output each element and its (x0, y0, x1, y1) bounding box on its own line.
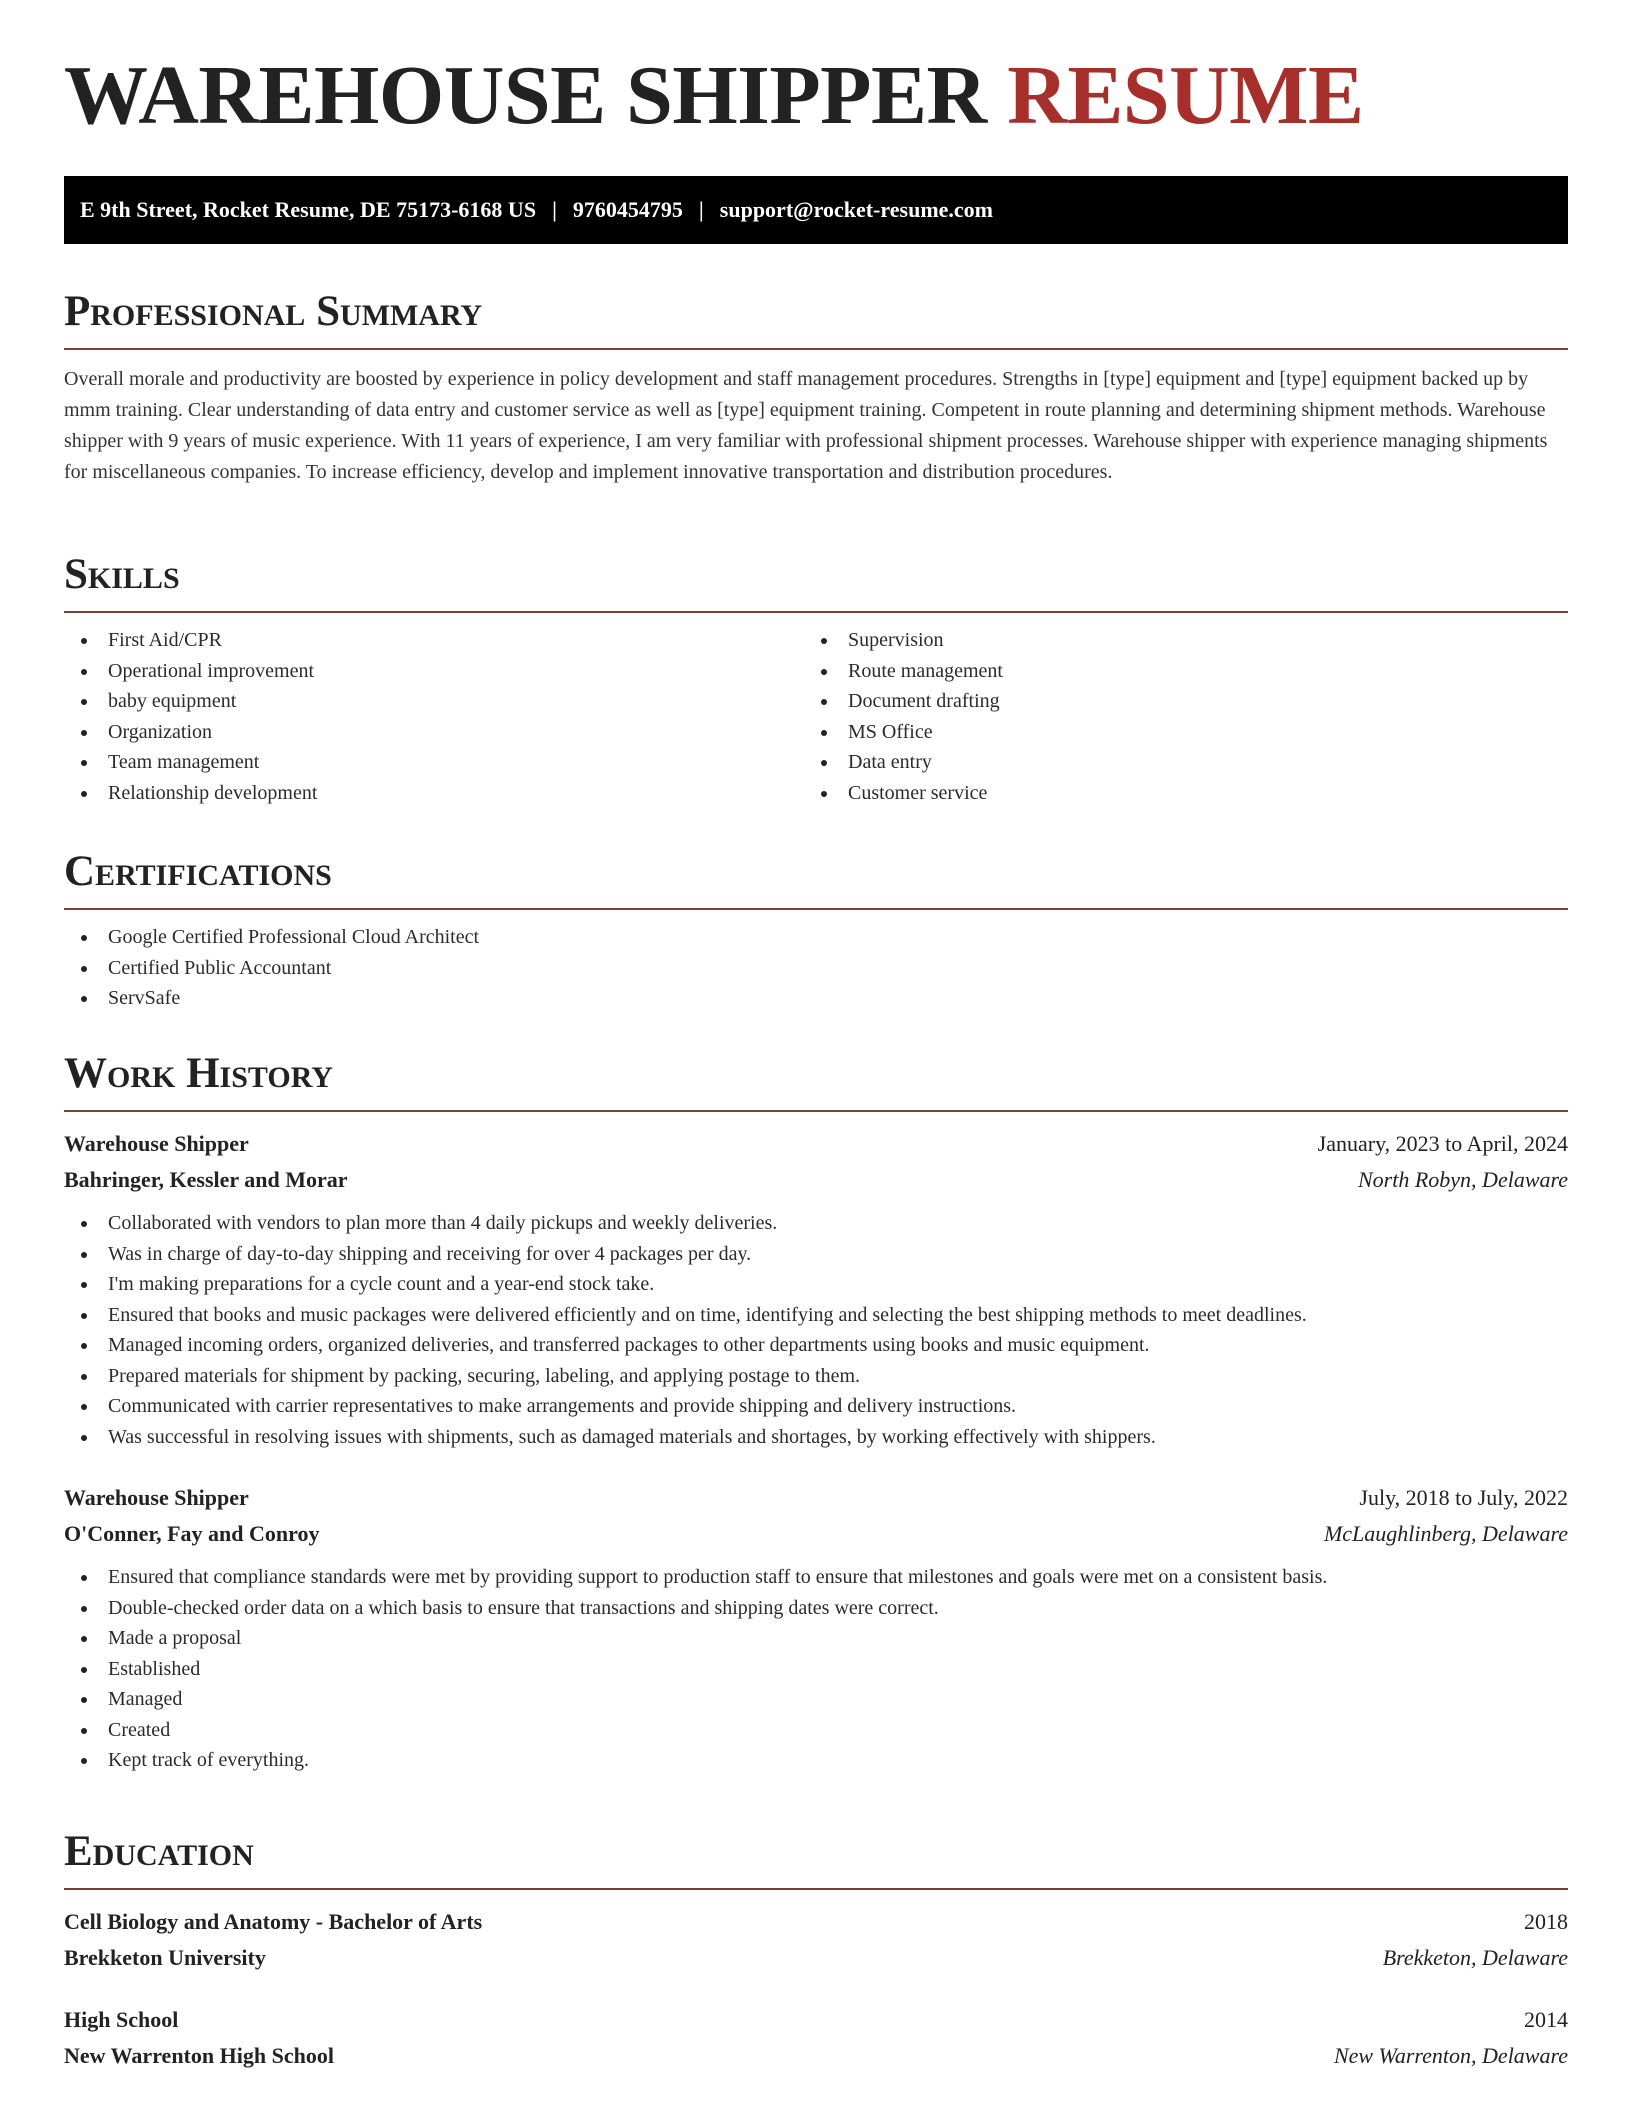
list-item: Made a proposal (64, 1623, 1568, 1654)
job-company-row (64, 1162, 1568, 1198)
list-item: First Aid/CPR (64, 625, 804, 656)
list-item: I'm making preparations for a cycle count and a year-end stock take. (64, 1269, 1568, 1300)
list-item: Established (64, 1654, 1568, 1685)
education-degree-row (64, 2002, 1568, 2038)
skills-section (64, 553, 1568, 808)
job-company: Bahringer, Kessler and Morar (64, 1167, 348, 1192)
job-location: North Robyn, Delaware (1358, 1167, 1568, 1192)
list-item: Document drafting (804, 686, 1544, 717)
list-item: Communicated with carrier representatives to make arrangements and provide shipping and delivery instructions. (64, 1391, 1568, 1422)
education-section (64, 1830, 1568, 2074)
skills-columns (64, 625, 1568, 808)
list-item: Ensured that books and music packages were delivered efficiently and on time, identifying and selecting the best shipping methods to meet deadlines. (64, 1300, 1568, 1331)
job-company: O'Conner, Fay and Conroy (64, 1521, 320, 1546)
contact-bar (64, 176, 1568, 244)
skills-list-left (64, 625, 804, 808)
section-heading-education: Education (64, 1830, 1568, 1890)
list-item: Team management (64, 747, 804, 778)
list-item: Was successful in resolving issues with shipments, such as damaged materials and shortages, by working effectively with shippers. (64, 1422, 1568, 1453)
education-year: 2018 (1524, 1909, 1568, 1934)
list-item: Customer service (804, 778, 1544, 809)
list-item: baby equipment (64, 686, 804, 717)
job-dates: January, 2023 to April, 2024 (1317, 1131, 1568, 1156)
job-bullets (64, 1208, 1568, 1452)
list-item: Google Certified Professional Cloud Architect (64, 922, 1568, 953)
work-history-section (64, 1052, 1568, 1776)
title-accent: RESUME (1007, 49, 1364, 142)
list-item: Supervision (804, 625, 1544, 656)
job-header-row (64, 1126, 1568, 1162)
education-location: New Warrenton, Delaware (1333, 2043, 1568, 2068)
education-entry (64, 2002, 1568, 2074)
section-heading-work-history: Work History (64, 1052, 1568, 1112)
list-item: Created (64, 1715, 1568, 1746)
list-item: Was in charge of day-to-day shipping and receiving for over 4 packages per day. (64, 1239, 1568, 1270)
job-header-row (64, 1480, 1568, 1516)
job-company-row (64, 1516, 1568, 1552)
education-location: Brekketon, Delaware (1382, 1945, 1568, 1970)
education-year: 2014 (1524, 2007, 1568, 2032)
summary-section (64, 290, 1568, 488)
list-item: Managed (64, 1684, 1568, 1715)
list-item: Managed incoming orders, organized deliveries, and transferred packages to other departments using books and music equipment. (64, 1330, 1568, 1361)
list-item: MS Office (804, 717, 1544, 748)
job-entry (64, 1480, 1568, 1776)
education-degree: High School (64, 2007, 179, 2032)
education-school: New Warrenton High School (64, 2043, 334, 2068)
job-bullets (64, 1562, 1568, 1776)
resume-title (64, 49, 1364, 142)
list-item: Operational improvement (64, 656, 804, 687)
contact-address: E 9th Street, Rocket Resume, DE 75173-6168 US (80, 197, 537, 222)
contact-email[interactable]: support@rocket-resume.com (719, 197, 993, 222)
summary-text: Overall morale and productivity are boosted by experience in policy development and staff management procedures. Strengths in [type] equipment and [type] equipment backed up by mmm training. Clear understanding of data entry and customer service as well as [type] equipment training. Competent in route planning and determining shipment methods. Warehouse shipper with 9 years of music experience. With 11 years of experience, I am very familiar with professional shipment processes. Warehouse shipper with experience managing shipments for miscellaneous companies. To increase efficiency, develop and implement innovative transportation and distribution procedures. (64, 368, 1548, 483)
education-school-row (64, 1940, 1568, 1976)
list-item: Relationship development (64, 778, 804, 809)
education-degree-row (64, 1904, 1568, 1940)
list-item: Double-checked order data on a which basis to ensure that transactions and shipping dates were correct. (64, 1593, 1568, 1624)
job-dates: July, 2018 to July, 2022 (1359, 1485, 1568, 1510)
job-location: McLaughlinberg, Delaware (1323, 1521, 1568, 1546)
list-item: Ensured that compliance standards were met by providing support to production staff to ensure that milestones and goals were met on a consistent basis. (64, 1562, 1568, 1593)
education-entry (64, 1904, 1568, 1976)
education-school: Brekketon University (64, 1945, 266, 1970)
job-entry (64, 1126, 1568, 1452)
job-title: Warehouse Shipper (64, 1131, 249, 1156)
list-item: Kept track of everything. (64, 1745, 1568, 1776)
list-item: ServSafe (64, 983, 1568, 1014)
list-item: Organization (64, 717, 804, 748)
list-item: Prepared materials for shipment by packing, securing, labeling, and applying postage to them. (64, 1361, 1568, 1392)
contact-separator: | (698, 197, 704, 222)
title-main: WAREHOUSE SHIPPER (64, 49, 987, 142)
contact-separator: | (552, 197, 557, 222)
certifications-list (64, 922, 1568, 1014)
list-item: Collaborated with vendors to plan more than 4 daily pickups and weekly deliveries. (64, 1208, 1568, 1239)
education-school-row (64, 2038, 1568, 2074)
list-item: Data entry (804, 747, 1544, 778)
job-title: Warehouse Shipper (64, 1485, 249, 1510)
contact-phone: 9760454795 (572, 197, 683, 222)
list-item: Certified Public Accountant (64, 953, 1568, 984)
section-heading-certifications: Certifications (64, 850, 1568, 910)
section-heading-summary: Professional Summary (64, 290, 1568, 350)
education-degree: Cell Biology and Anatomy - Bachelor of Arts (64, 1909, 483, 1934)
skills-list-right (804, 625, 1544, 808)
section-heading-skills: Skills (64, 553, 1568, 613)
list-item: Route management (804, 656, 1544, 687)
certifications-section (64, 850, 1568, 1014)
